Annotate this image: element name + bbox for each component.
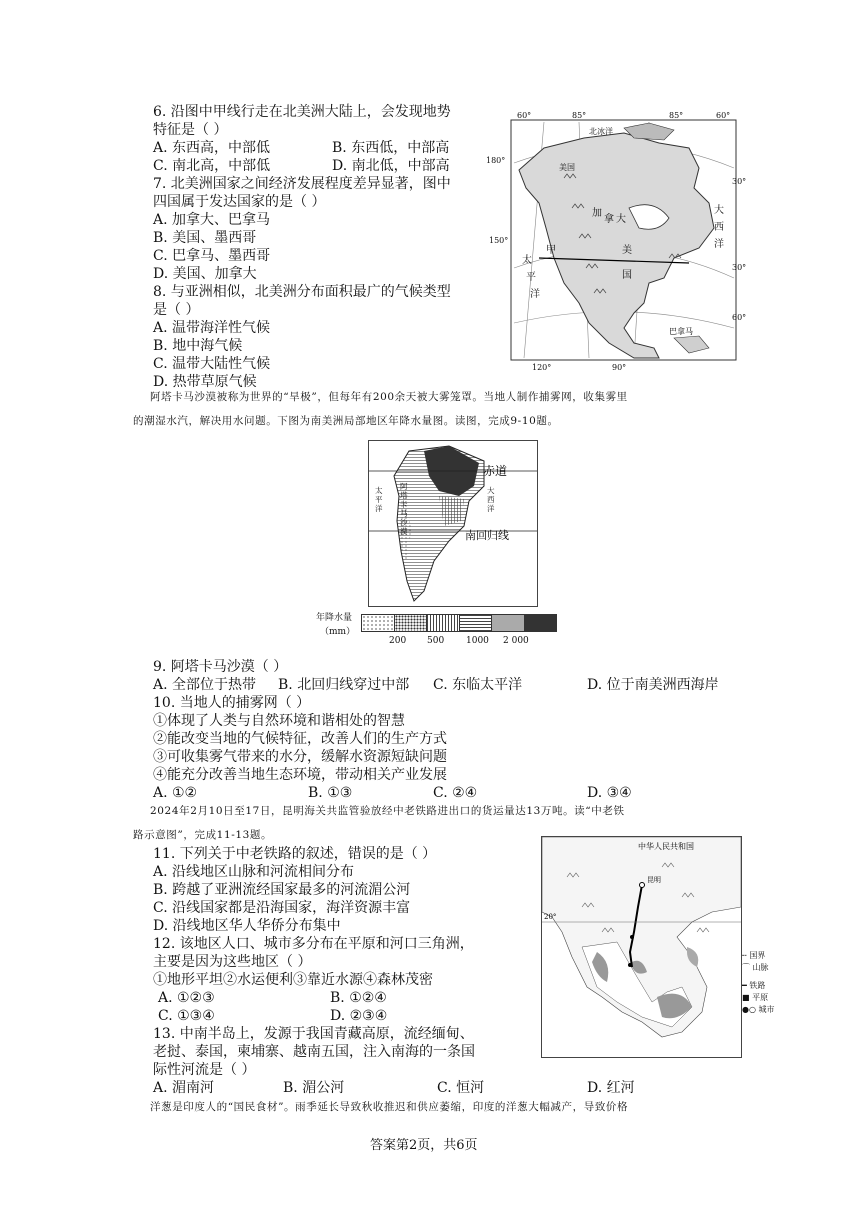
north-america-map: [484, 108, 746, 376]
plain-icon: ■: [742, 993, 750, 1002]
na-left-label-1: 180°: [486, 156, 506, 165]
q10-stem: 10. 当地人的捕雾网（ ）: [153, 695, 311, 711]
page-footer: 答案第2页，共6页: [370, 1138, 478, 1153]
q6-option-b: B. 东西低，中部高: [332, 140, 450, 156]
china-laos-railway-map: [541, 836, 742, 1058]
sa-equator-label: 赤道: [483, 464, 508, 478]
passage1-line1: 阿塔卡马沙漠被称为世界的“旱极”，但每年有200余天被大雾笼罩。当地人制作捕雾网，收集雾里: [150, 391, 628, 403]
sa-pacific-2: 平: [375, 495, 383, 504]
q6-option-a: A. 东西高，中部低: [153, 140, 271, 156]
q9-option-c: C. 东临太平洋: [433, 677, 523, 693]
legend-border: 国界: [749, 951, 766, 960]
passage1-line2: 的潮湿水汽，解决用水问题。下图为南美洲局部地区年降水量图。读图，完成9-10题。: [133, 415, 559, 427]
legend-plain: 平原: [752, 993, 769, 1002]
na-usa-1: 美: [622, 245, 632, 256]
q11-option-c: C. 沿线国家都是沿海国家，海洋资源丰富: [153, 900, 411, 916]
sea-map-lat-20: 20°: [544, 913, 557, 921]
q12-option-c: C. ①③④: [158, 1008, 215, 1024]
precip-legend-bar: [361, 614, 557, 632]
legend-mountain-row: [742, 962, 790, 974]
na-atlantic-1: 大: [714, 205, 724, 216]
q7-stem-line1: 7. 北美洲国家之间经济发展程度差异显著，图中: [153, 176, 451, 192]
sa-desert-6: 漠: [400, 527, 408, 536]
q6-option-c: C. 南北高，中部低: [153, 158, 271, 174]
legend-tick-2000: 2 000: [503, 636, 529, 646]
q12-option-d: D. ②③④: [330, 1008, 388, 1024]
legend-plain-row: [742, 992, 790, 1004]
q11-option-a: A. 沿线地区山脉和河流相间分布: [153, 864, 355, 880]
na-canada-3: 大: [616, 214, 626, 225]
na-right-label-2: 30°: [732, 263, 746, 272]
na-canada-2: 拿: [604, 214, 614, 225]
na-usa-2: 国: [622, 270, 632, 281]
passage2-line2: 路示意图”，完成11-13题。: [133, 829, 273, 841]
q9-option-d: D. 位于南美洲西海岸: [587, 677, 719, 693]
passage3-line1: 洋葱是印度人的“国民食材”。雨季延长导致秋收推迟和供应萎缩，印度的洋葱大幅减产，导致价格: [150, 1101, 629, 1113]
q13-option-d: D. 红河: [587, 1080, 635, 1096]
sa-desert-3: 卡: [400, 500, 408, 509]
sa-desert-4: 马: [400, 509, 408, 518]
na-panama: 巴拿马: [669, 327, 693, 336]
na-pacific-1: 太: [522, 255, 532, 266]
q13-option-a: A. 湄南河: [153, 1080, 215, 1096]
q6-option-d: D. 南北低，中部高: [332, 158, 450, 174]
legend-mountain: 山脉: [752, 963, 769, 972]
q7-option-a: A. 加拿大、巴拿马: [153, 212, 271, 228]
legend-title: 年降水量: [316, 613, 353, 623]
q7-option-c: C. 巴拿马、墨西哥: [153, 248, 271, 264]
q13-stem-line1: 13. 中南半岛上，发源于我国青藏高原，流经缅甸、: [153, 1026, 474, 1042]
q8-stem-line1: 8. 与亚洲相似，北美洲分布面积最广的气候类型: [153, 284, 451, 300]
legend-city-row: [742, 1004, 790, 1016]
q9-stem: 9. 阿塔卡马沙漠（ ）: [153, 659, 288, 675]
q11-option-d: D. 沿线地区华人华侨分布集中: [153, 918, 341, 934]
q13-option-b: B. 湄公河: [283, 1080, 345, 1096]
legend-railway-row: [742, 980, 790, 992]
q13-stem-line2: 老挝、泰国，柬埔寨、越南五国，注入南海的一条国: [153, 1044, 475, 1060]
q10-item-1: ①体现了人类与自然环境和谐相处的智慧: [153, 713, 405, 729]
q12-option-b: B. ①②④: [330, 990, 387, 1006]
na-bottom-label-2: 90°: [612, 363, 627, 372]
q10-item-2: ②能改变当地的气候特征，改善人们的生产方式: [153, 731, 447, 747]
q8-option-d: D. 热带草原气候: [153, 374, 257, 390]
na-lon-label-4: 60°: [716, 111, 731, 120]
q8-option-b: B. 地中海气候: [153, 338, 243, 354]
sa-pacific-1: 太: [375, 486, 383, 495]
legend-tick-200: 200: [389, 636, 407, 646]
q11-stem: 11. 下列关于中老铁路的叙述，错误的是（ ）: [153, 846, 437, 862]
q10-option-a: A. ①②: [153, 785, 198, 801]
q8-stem-line2: 是（ ）: [153, 302, 200, 318]
q10-item-3: ③可收集雾气带来的水分，缓解水资源短缺问题: [153, 749, 447, 765]
q6-stem-line2: 特征是（ ）: [153, 122, 228, 138]
na-canada-1: 加: [592, 208, 602, 219]
city-icon: ●○: [742, 1005, 756, 1014]
na-atlantic-3: 洋: [714, 239, 724, 250]
border-icon: ╌: [742, 951, 747, 960]
sa-atlantic-2: 西: [487, 495, 495, 504]
sa-desert-2: 塔: [400, 491, 408, 500]
south-america-map: [368, 440, 538, 607]
na-usa-alaska: 美国: [559, 163, 575, 172]
sa-tropic-label: 南回归线: [465, 529, 509, 542]
sa-desert-1: 阿: [400, 482, 408, 491]
q12-stem-line2: 主要是因为这些地区（ ）: [153, 954, 312, 970]
legend-railway: 铁路: [749, 981, 766, 990]
sa-pacific-3: 洋: [375, 504, 383, 513]
na-bottom-label-1: 120°: [532, 363, 552, 372]
q13-stem-line3: 际性河流是（ ）: [153, 1062, 256, 1078]
sa-atlantic-3: 洋: [487, 504, 495, 513]
na-right-label-3: 60°: [732, 313, 746, 322]
sa-atlantic-1: 大: [487, 486, 495, 495]
na-lon-label-1: 60°: [517, 111, 532, 120]
mountain-icon: ⌒: [742, 963, 750, 972]
q11-option-b: B. 跨越了亚洲流经国家最多的河流湄公河: [153, 882, 411, 898]
sea-map-city-kunming: 昆明: [647, 876, 661, 884]
q7-option-d: D. 美国、加拿大: [153, 266, 257, 282]
railway-icon: ━: [742, 981, 747, 990]
q12-option-a: A. ①②③: [158, 990, 215, 1006]
legend-unit: （mm）: [320, 627, 356, 637]
na-lon-label-2: 85°: [572, 111, 587, 120]
na-lon-label-3: 85°: [669, 111, 684, 120]
legend-border-row: [742, 950, 790, 962]
na-left-label-2: 150°: [489, 236, 509, 245]
na-atlantic-2: 西: [714, 222, 724, 233]
legend-tick-1000: 1000: [466, 636, 489, 646]
passage2-line1: 2024年2月10日至17日，昆明海关共监管验放经中老铁路进出口的货运量达13万吨。读“中老铁: [150, 805, 625, 817]
na-line-jia: 甲: [546, 245, 556, 256]
q10-item-4: ④能充分改善当地生态环境，带动相关产业发展: [153, 767, 447, 783]
q6-stem-line1: 6. 沿图中甲线行走在北美洲大陆上，会发现地势: [153, 104, 451, 120]
q10-option-c: C. ②④: [433, 785, 478, 801]
sea-map-legend: [742, 950, 790, 1020]
q8-option-c: C. 温带大陆性气候: [153, 356, 271, 372]
legend-city: 城市: [758, 1005, 775, 1014]
q7-stem-line2: 四国属于发达国家的是（ ）: [153, 194, 326, 210]
q10-option-b: B. ①③: [308, 785, 353, 801]
legend-tick-500: 500: [427, 636, 445, 646]
na-pacific-2: 平: [526, 272, 536, 283]
sa-desert-5: 沙: [400, 518, 408, 527]
q9-option-b: B. 北回归线穿过中部: [278, 677, 410, 693]
sea-map-country: 中华人民共和国: [638, 842, 694, 851]
q12-items: ①地形平坦②水运便利③靠近水源④森林茂密: [153, 972, 433, 988]
q10-option-d: D. ③④: [587, 785, 632, 801]
q8-option-a: A. 温带海洋性气候: [153, 320, 271, 336]
q9-option-a: A. 全部位于热带: [153, 677, 257, 693]
na-right-label-1: 30°: [732, 177, 746, 186]
na-pacific-3: 洋: [530, 289, 540, 300]
q12-stem-line1: 12. 该地区人口、城市多分布在平原和河口三角洲，: [153, 936, 474, 952]
q13-option-c: C. 恒河: [437, 1080, 485, 1096]
na-arctic-ocean: 北冰洋: [589, 127, 613, 136]
q7-option-b: B. 美国、墨西哥: [153, 230, 257, 246]
